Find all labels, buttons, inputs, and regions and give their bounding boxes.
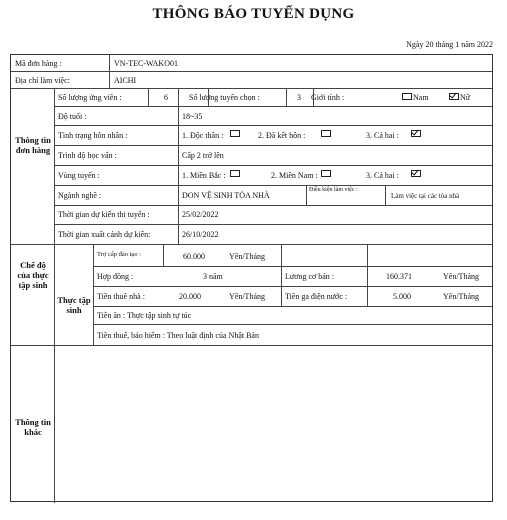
order-code-value: VN-TEC-WAKO01 (114, 59, 178, 68)
marital-married-label: 2. Đã kết hôn : (258, 131, 306, 140)
conditions-value: Làm việc tại các tòa nhà (391, 192, 460, 200)
row-divider (11, 88, 492, 89)
meals-text: Tiền ăn : Thực tập sinh tự túc (97, 311, 192, 320)
region-south-checkbox[interactable] (321, 170, 331, 177)
exam-time-value: 25/02/2022 (182, 210, 219, 219)
col-divider (281, 244, 282, 306)
marital-both-label: 3. Cả hai : (366, 131, 399, 140)
selected-value: 3 (297, 93, 301, 102)
exam-time-label: Thời gian dự kiến thi tuyển : (58, 210, 150, 219)
marital-single-label: 1. Độc thân : (182, 131, 224, 140)
col-divider (367, 244, 368, 306)
col-divider (306, 185, 307, 205)
col-divider (163, 244, 164, 266)
row-divider (54, 165, 492, 166)
region-label: Vùng tuyển : (58, 171, 100, 180)
section-order-info: Thông tin đơn hàng (15, 135, 51, 155)
col-divider (148, 88, 149, 106)
gender-male-checkbox[interactable] (402, 93, 412, 100)
utilities-unit: Yên/Tháng (443, 292, 479, 301)
other-info-area[interactable] (56, 347, 490, 501)
allowance-label: Trợ cấp đào tạo : (97, 251, 141, 258)
col-divider (178, 205, 179, 245)
gender-female-label: Nữ (460, 93, 471, 102)
marital-both-checkbox[interactable] (411, 130, 421, 137)
region-north-checkbox[interactable] (230, 170, 240, 177)
work-address-value: AICHI (114, 76, 137, 85)
rent-unit: Yên/Tháng (229, 292, 265, 301)
gender-label: Giới tính : (311, 93, 345, 102)
rent-label: Tiền thuê nhà : (97, 292, 145, 301)
allowance-unit: Yên/Tháng (229, 252, 265, 261)
row-divider (93, 306, 492, 307)
region-south-label: 2. Miền Nam : (271, 171, 318, 180)
rent-value: 20.000 (179, 292, 201, 301)
row-divider (11, 244, 492, 245)
age-label: Độ tuổi : (58, 112, 87, 121)
row-divider (54, 224, 492, 225)
row-divider (93, 324, 492, 325)
row-divider (54, 205, 492, 206)
row-divider (93, 266, 492, 267)
industry-label: Ngành nghề : (58, 191, 102, 200)
col-divider (286, 88, 287, 106)
row-divider (93, 286, 492, 287)
salary-label: Lương cơ bản : (285, 272, 335, 281)
region-both-label: 3. Cả hai : (366, 171, 399, 180)
row-divider (54, 125, 492, 126)
work-address-label: Địa chỉ làm việc: (15, 76, 70, 85)
age-value: 18~35 (182, 112, 203, 121)
selected-label: Số lượng tuyển chọn : (189, 93, 260, 102)
departure-label: Thời gian xuất cảnh dự kiến: (58, 230, 151, 239)
salary-value: 160.371 (386, 272, 412, 281)
col-divider (109, 55, 110, 88)
section-trainee: Thực tập sinh (57, 295, 91, 315)
row-divider (54, 185, 492, 186)
gender-male-label: Nam (413, 93, 429, 102)
col-divider (385, 185, 386, 205)
row-divider (11, 345, 492, 346)
education-value: Cấp 2 trở lên (182, 151, 224, 160)
order-code-label: Mã đơn hàng : (15, 59, 62, 68)
section-trainee-regime: Chế độ của thực tập sinh (17, 260, 49, 290)
row-divider (54, 106, 492, 107)
recruitment-form (10, 54, 493, 502)
page-title: THÔNG BÁO TUYỂN DỤNG (152, 6, 355, 22)
utilities-value: 5.000 (393, 292, 411, 301)
marital-single-checkbox[interactable] (230, 130, 240, 137)
contract-value: 3 năm (203, 272, 223, 281)
document-date: Ngày 20 tháng 1 năm 2022 (406, 40, 493, 49)
marital-label: Tình trạng hôn nhân : (58, 131, 128, 140)
row-divider (54, 145, 492, 146)
contract-label: Hợp đồng : (97, 272, 134, 281)
conditions-label: Điều kiện làm việc : (309, 187, 358, 193)
applicants-label: Số lượng ứng viên : (58, 93, 122, 102)
allowance-value: 60.000 (183, 252, 205, 261)
tax-text: Tiền thuế, bảo hiểm : Theo luật định của Nhật Bản (97, 331, 259, 340)
region-north-label: 1. Miền Bắc : (182, 171, 226, 180)
marital-married-checkbox[interactable] (321, 130, 331, 137)
col-divider (54, 88, 55, 503)
industry-value: DON VỆ SINH TÒA NHÀ (182, 191, 270, 200)
education-label: Trình độ học vấn : (58, 151, 117, 160)
applicants-value: 6 (164, 93, 168, 102)
row-divider (11, 71, 492, 72)
salary-unit: Yên/Tháng (443, 272, 479, 281)
utilities-label: Tiền ga điện nước : (285, 292, 348, 301)
section-other-info: Thông tin khác (15, 417, 51, 437)
departure-value: 26/10/2022 (182, 230, 219, 239)
region-both-checkbox[interactable] (411, 170, 421, 177)
gender-female-checkbox[interactable] (449, 93, 459, 100)
col-divider (93, 244, 94, 345)
